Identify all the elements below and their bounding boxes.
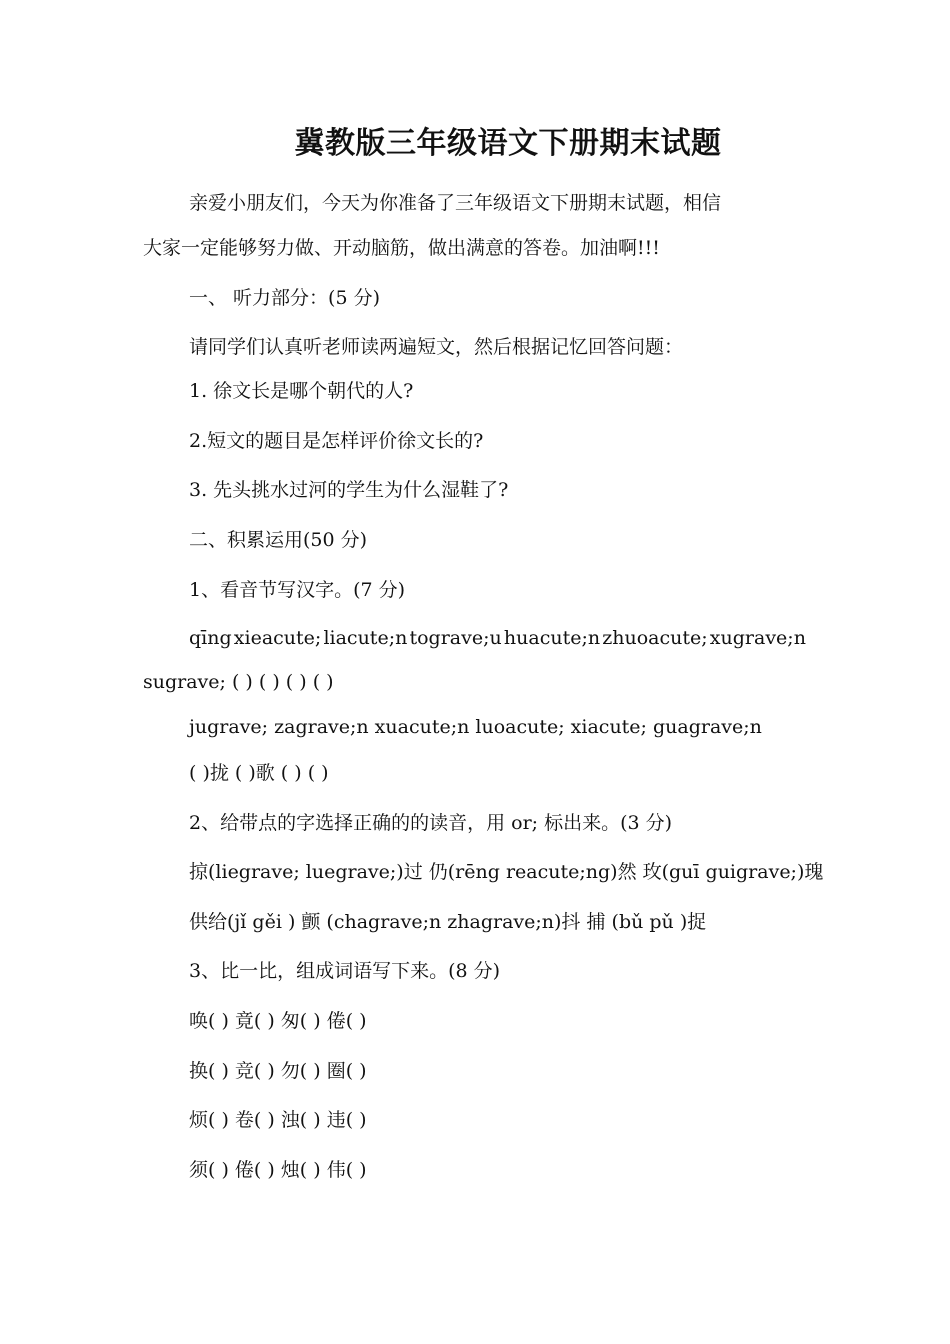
section-1-instruction: 请同学们认真听老师读两遍短文，然后根据记忆回答问题： (189, 336, 684, 358)
question-3-row-4: 须( ) 倦( ) 烛( ) 伟( ) (189, 1159, 367, 1181)
question-1-pinyin-row-1-continued: sugrave; ( ) ( ) ( ) ( ) (143, 671, 334, 693)
section-1-question-3: 3. 先头挑水过河的学生为什么湿鞋了? (189, 479, 509, 501)
section-1-question-2: 2.短文的题目是怎样评价徐文长的? (189, 430, 484, 452)
pinyin-word: xieacute; (233, 627, 322, 649)
question-1-heading: 1、看音节写汉字。(7 分) (189, 579, 406, 601)
question-1-pinyin-row-2: jugrave; zagrave;n xuacute;n luoacute; xiacute; guagrave;n (189, 716, 762, 738)
pinyin-word: xugrave;n (709, 627, 806, 649)
pinyin-word: tograve;u (409, 627, 502, 649)
pinyin-word: zhuoacute; (602, 627, 708, 649)
question-3-row-3: 烦( ) 卷( ) 浊( ) 违( ) (189, 1109, 367, 1131)
question-2-line-1: 掠(liegrave; luegrave;)过 仍(rēng reacute;ng)然 玫(guī guigrave;)瑰 (189, 861, 824, 883)
intro-line-2: 大家一定能够努力做、开动脑筋，做出满意的答卷。加油啊!!! (143, 237, 660, 259)
question-2-heading: 2、给带点的字选择正确的的读音，用 or; 标出来。(3 分) (189, 812, 673, 834)
question-1-blanks-row-2: ( )拢 ( )歌 ( ) ( ) (189, 762, 329, 784)
pinyin-word: huacute;n (503, 627, 601, 649)
pinyin-word: qīng (189, 627, 232, 649)
section-1-question-1: 1. 徐文长是哪个朝代的人? (189, 380, 414, 402)
question-1-pinyin-row-1 (189, 624, 806, 652)
question-2-line-2: 供给(jǐ gěi ) 颤 (chagrave;n zhagrave;n)抖 捕 (bǔ pǔ )捉 (189, 911, 707, 933)
intro-line-1: 亲爱小朋友们，今天为你准备了三年级语文下册期末试题，相信 (189, 192, 722, 214)
document-title: 冀教版三年级语文下册期末试题 (294, 126, 722, 161)
section-2-heading: 二、积累运用(50 分) (189, 529, 368, 551)
question-3-heading: 3、比一比，组成词语写下来。(8 分) (189, 960, 501, 982)
question-3-row-1: 唤( ) 竟( ) 匆( ) 倦( ) (189, 1010, 367, 1032)
question-3-row-2: 换( ) 竞( ) 勿( ) 圈( ) (189, 1060, 367, 1082)
pinyin-word: liacute;n (323, 627, 408, 649)
section-1-heading: 一、 听力部分：(5 分) (189, 287, 380, 309)
